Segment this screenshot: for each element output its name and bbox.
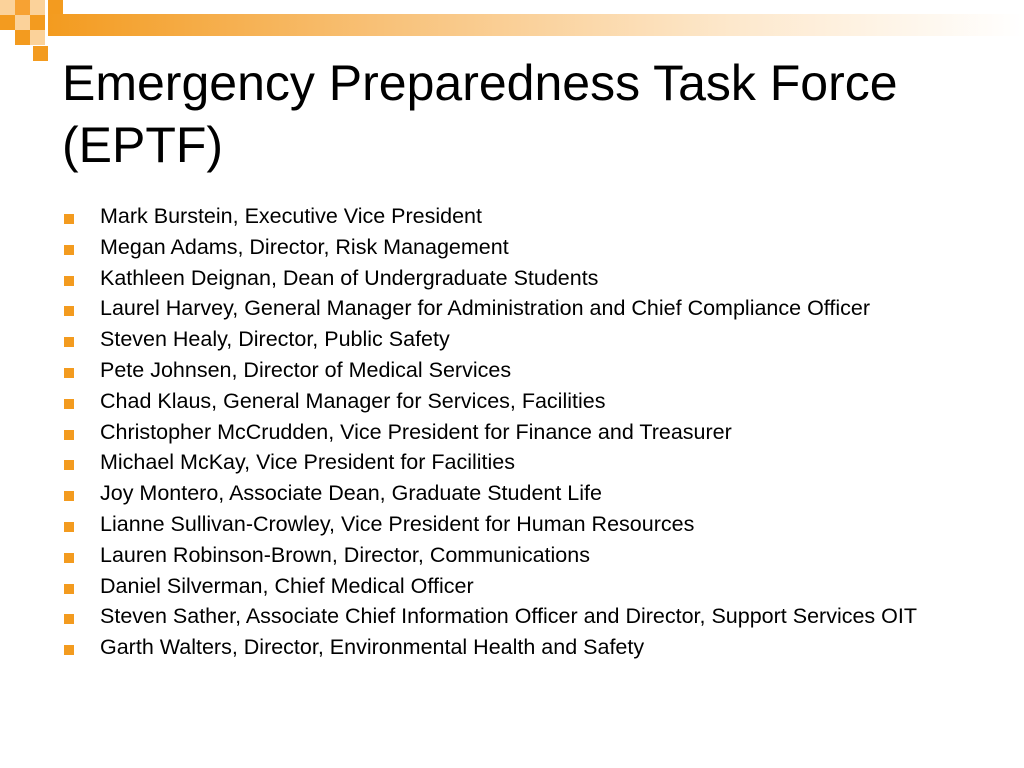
list-item (62, 544, 962, 567)
list-item-text: Megan Adams, Director, Risk Management (100, 234, 509, 259)
decorative-square (0, 0, 15, 15)
orange-square-bullet-icon (64, 306, 74, 316)
orange-square-bullet-icon (64, 645, 74, 655)
decorative-gradient-bar (48, 14, 1024, 36)
list-item (62, 297, 962, 320)
list-item (62, 390, 962, 413)
list-item-text: Daniel Silverman, Chief Medical Officer (100, 573, 474, 598)
list-item (62, 605, 962, 628)
decorative-square (0, 15, 15, 30)
list-item (62, 359, 962, 382)
orange-square-bullet-icon (64, 368, 74, 378)
list-item (62, 513, 962, 536)
list-item (62, 636, 962, 659)
orange-square-bullet-icon (64, 584, 74, 594)
list-item (62, 482, 962, 505)
list-item-text: Lauren Robinson-Brown, Director, Communications (100, 542, 590, 567)
decorative-square (15, 15, 30, 30)
orange-square-bullet-icon (64, 276, 74, 286)
decorative-square (30, 15, 45, 30)
list-item (62, 451, 962, 474)
decorative-square (48, 0, 63, 15)
orange-square-bullet-icon (64, 614, 74, 624)
orange-square-bullet-icon (64, 399, 74, 409)
list-item (62, 421, 962, 444)
list-item-text: Garth Walters, Director, Environmental Health and Safety (100, 635, 645, 660)
list-item-text: Mark Burstein, Executive Vice President (100, 204, 482, 228)
list-item (62, 267, 962, 290)
list-item-text: Chad Klaus, General Manager for Services, Facilities (100, 388, 606, 413)
decorative-square (30, 30, 45, 45)
slide-title: Emergency Preparedness Task Force (EPTF) (62, 55, 898, 173)
list-item-text: Lianne Sullivan-Crowley, Vice President for Human Resources (100, 511, 695, 536)
orange-square-bullet-icon (64, 245, 74, 255)
list-item-text: Steven Sather, Associate Chief Information Officer and Director, Support Services OIT (100, 604, 917, 629)
orange-square-bullet-icon (64, 491, 74, 501)
list-item-text: Michael McKay, Vice President for Facilities (100, 450, 516, 475)
list-item-text: Christopher McCrudden, Vice President for Finance and Treasurer (100, 419, 732, 444)
decorative-square (30, 0, 45, 15)
orange-square-bullet-icon (64, 522, 74, 532)
list-item-text: Laurel Harvey, General Manager for Administration and Chief Compliance Officer (100, 296, 870, 321)
list-item-text: Kathleen Deignan, Dean of Undergraduate Students (100, 265, 599, 290)
orange-square-bullet-icon (64, 337, 74, 347)
orange-square-bullet-icon (64, 460, 74, 470)
list-item-text: Pete Johnsen, Director of Medical Services (100, 357, 512, 382)
list-item-text: Steven Healy, Director, Public Safety (100, 327, 450, 352)
list-item (62, 575, 962, 598)
orange-square-bullet-icon (64, 214, 74, 224)
decorative-square (15, 0, 30, 15)
list-item (62, 328, 962, 351)
list-item (62, 236, 962, 259)
orange-square-bullet-icon (64, 430, 74, 440)
orange-square-bullet-icon (64, 553, 74, 563)
member-list (62, 205, 962, 667)
decorative-square (33, 46, 48, 61)
list-item-text: Joy Montero, Associate Dean, Graduate Student Life (100, 481, 602, 506)
list-item (62, 205, 962, 228)
decorative-square (15, 30, 30, 45)
